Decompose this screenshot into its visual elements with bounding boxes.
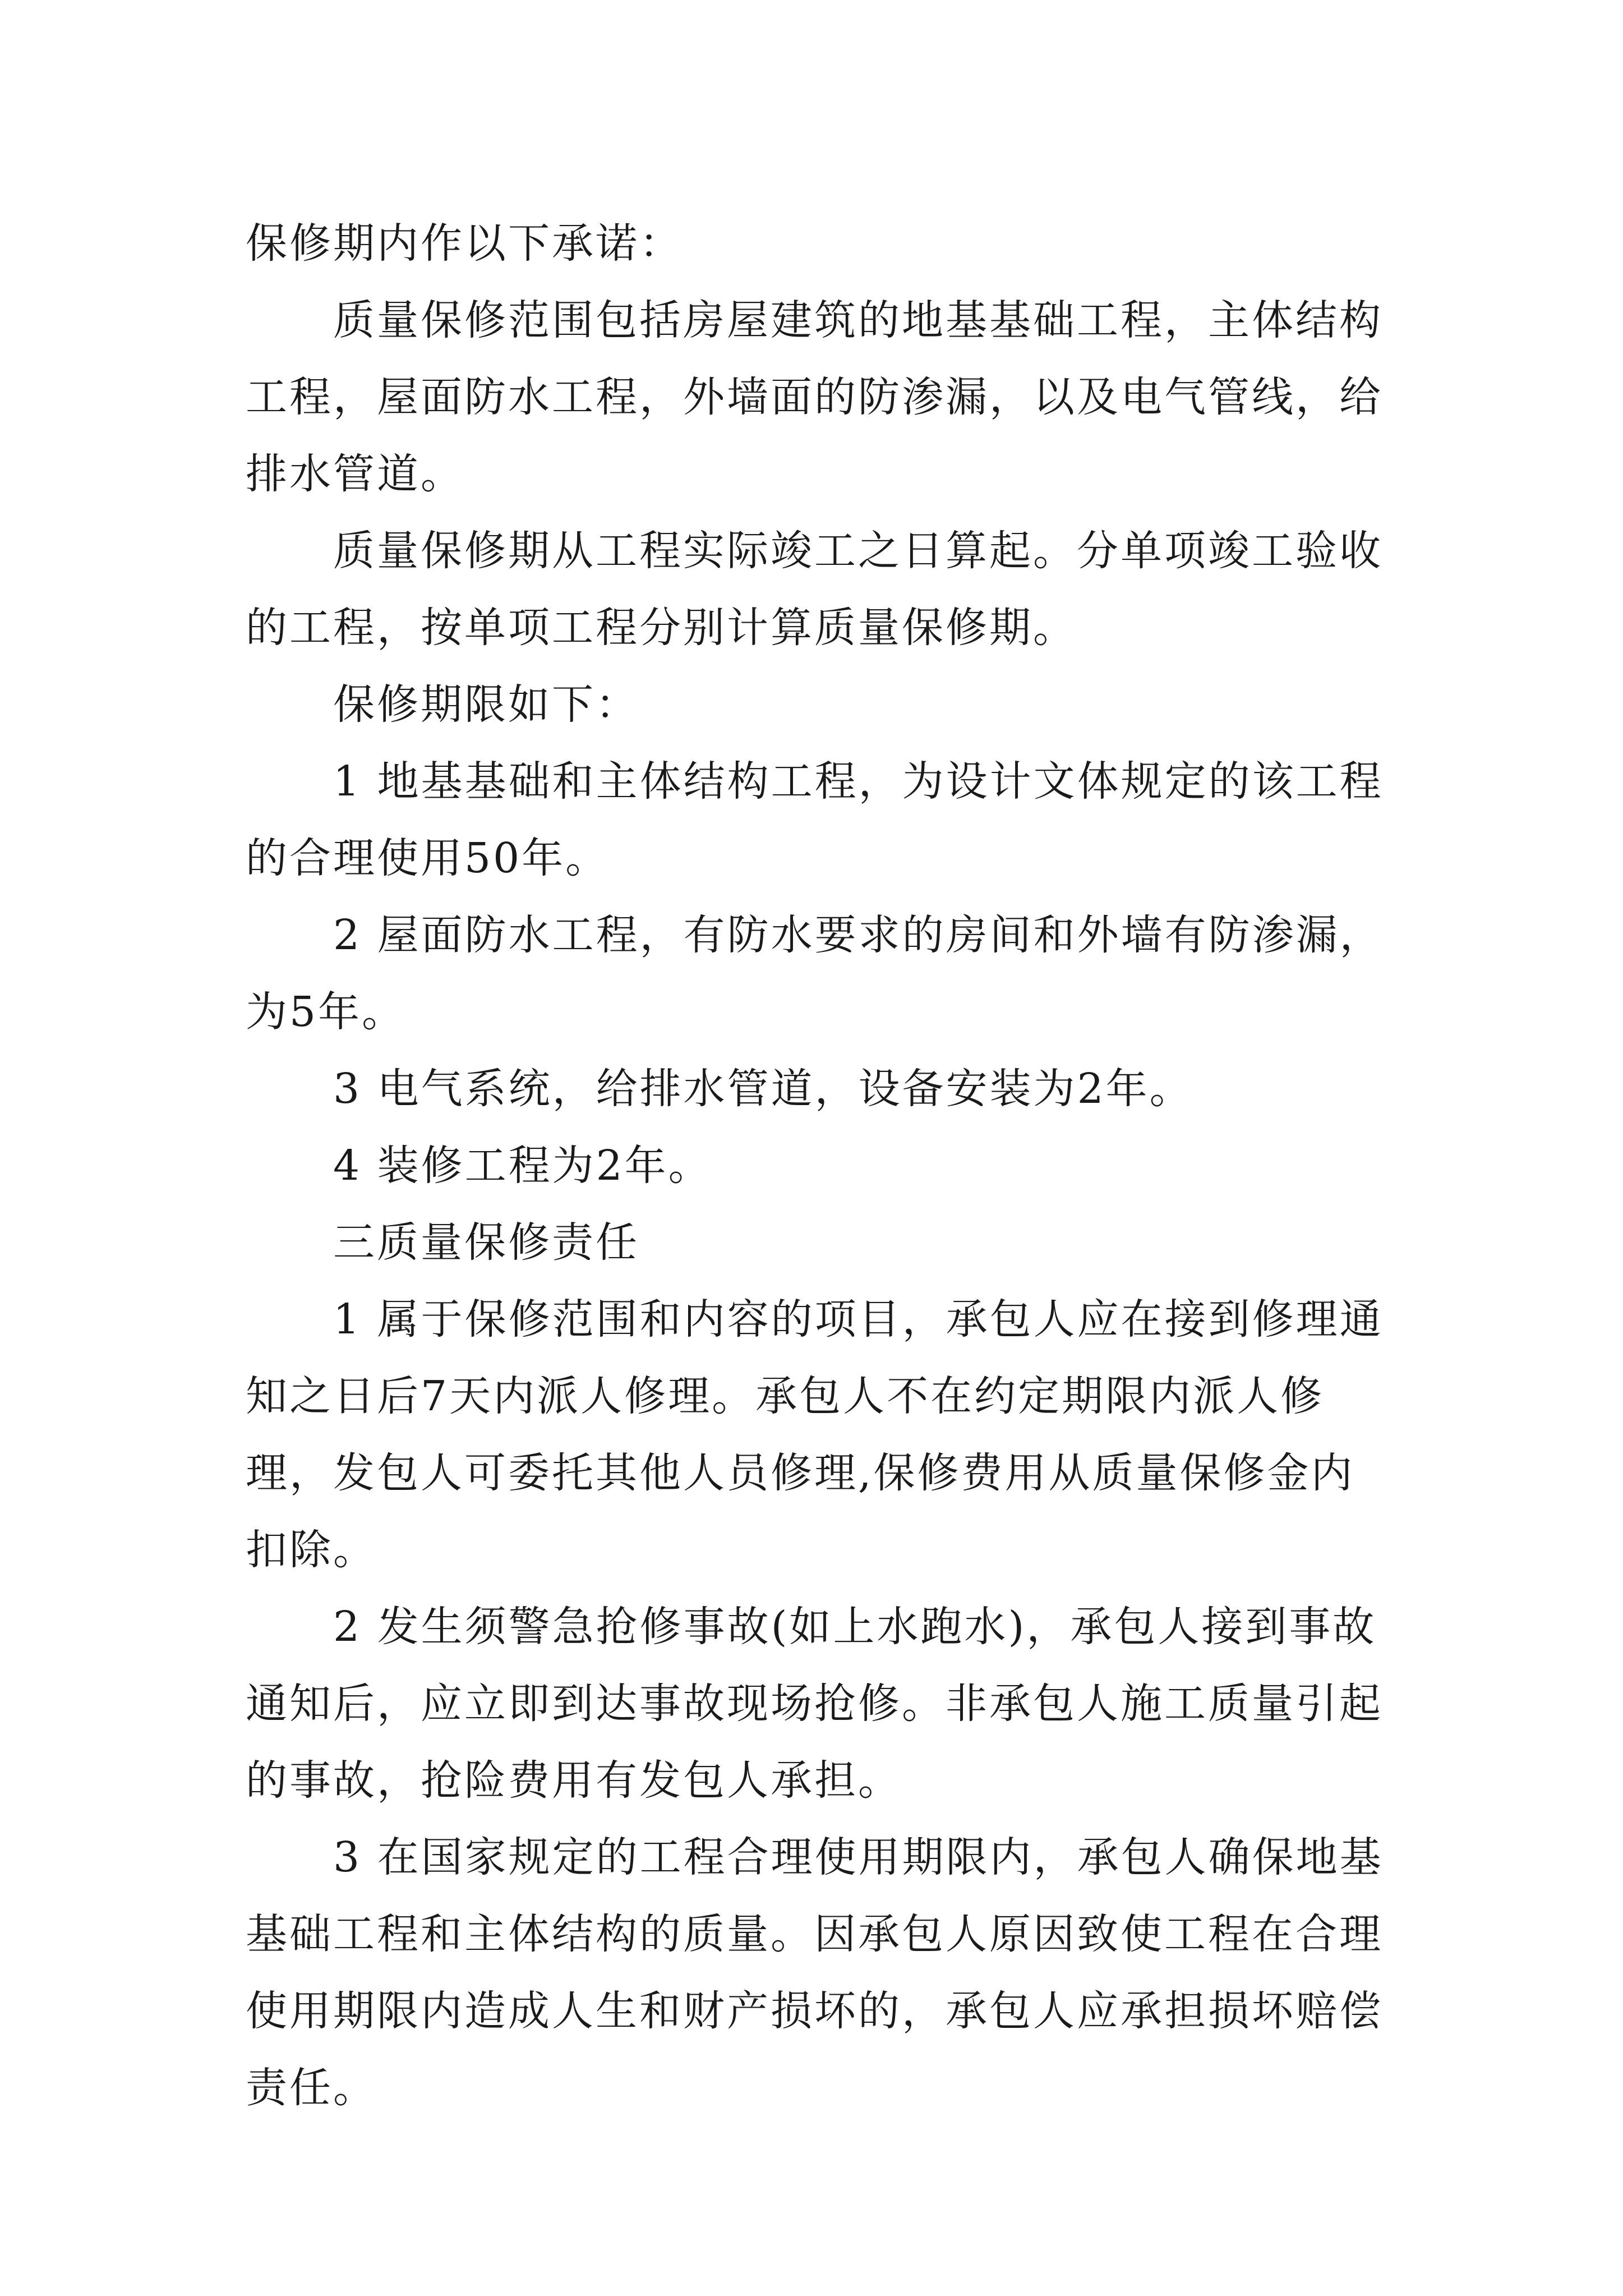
paragraph-item-roof: 2 屋面防水工程，有防水要求的房间和外墙有防渗漏，为5年。 [246,911,1384,1036]
document-body [246,205,1390,2127]
paragraph-item-electrical: 3 电气系统，给排水管道，设备安装为2年。 [333,1065,1193,1113]
section-heading-responsibility: 三质量保修责任 [333,1218,639,1267]
paragraph-scope: 质量保修范围包括房屋建筑的地基基础工程，主体结构工程，屋面防水工程，外墙面的防渗漏，以及电气管线，给排水管道。 [246,296,1383,498]
paragraph-responsibility-3: 3 在国家规定的工程合理使用期限内，承包人确保地基基础工程和主体结构的质量。因承包人原因致使工程在合理使用期限内造成人生和财产损坏的，承包人应承担损坏赔偿责任。 [246,1833,1384,2112]
paragraph-item-decoration: 4 装修工程为2年。 [333,1142,712,1190]
paragraph-responsibility-1: 1 属于保修范围和内容的项目，承包人应在接到修理通知之日后7天内派人修理。承包人不在约定期限内派人修理，发包人可委托其他人员修理,保修费用从质量保修金内扣除。 [246,1295,1384,1574]
paragraph-item-foundation: 1 地基基础和主体结构工程，为设计文体规定的该工程的合理使用50年。 [246,757,1384,882]
paragraph-period-heading: 保修期限如下： [333,680,639,729]
paragraph-period-start: 质量保修期从工程实际竣工之日算起。分单项竣工验收的工程，按单项工程分别计算质量保修期。 [246,527,1383,652]
paragraph-intro: 保修期内作以下承诺： [246,219,683,268]
paragraph-responsibility-2: 2 发生须警急抢修事故(如上水跑水)，承包人接到事故通知后，应立即到达事故现场抢修。非承包人施工质量引起的事故，抢险费用有发包人承担。 [246,1603,1383,1805]
